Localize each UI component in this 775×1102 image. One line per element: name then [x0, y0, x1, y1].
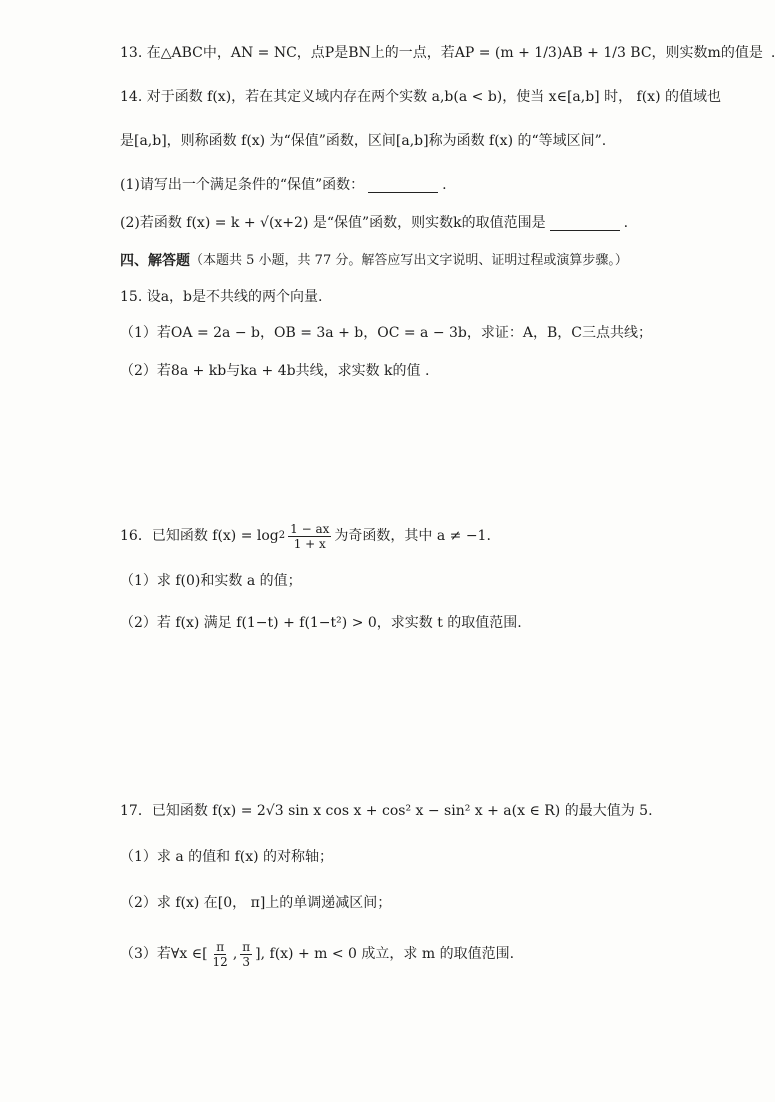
question-17-stem: [120, 800, 741, 822]
question-14-text-2: 是[a,b]，则称函数 f(x) 为“保值”函数，区间[a,b]称为函数 f(x) 的“等域区间”.: [120, 133, 607, 149]
question-15-text: 15. 设a，b是不共线的两个向量.: [120, 289, 323, 305]
question-14-part2: [120, 212, 741, 234]
question-14-part2-text: (2)若函数 f(x) = k + √(x+2) 是“保值”函数，则实数k的取值范围是: [120, 215, 546, 231]
interval-comma: ,: [232, 946, 238, 962]
question-15-part2-text: （2）若8a + kb与ka + 4b共线，求实数 k的值 .: [120, 363, 430, 379]
question-17-part2-text: （2）求 f(x) 在[0， π]上的单调递减区间；: [120, 895, 392, 911]
question-14-line1: [120, 86, 741, 108]
fraction-numerator: π: [216, 939, 225, 954]
question-17-text: 17．已知函数 f(x) = 2√3 sin x cos x + cos² x − sin² x + a(x ∈ R) 的最大值为 5.: [120, 803, 653, 819]
question-17-part3: [120, 934, 741, 974]
question-13-tail: .: [770, 45, 775, 61]
question-15-part1-text: （1）若OA = 2a − b，OB = 3a + b，OC = a − 3b，求证：A，B，C三点共线；: [120, 325, 652, 341]
question-17-part1: [120, 846, 741, 868]
section-note: （本题共 5 小题，共 77 分。解答应写出文字说明、证明过程或演算步骤。）: [190, 253, 628, 268]
section-title: 四、解答题: [120, 253, 190, 269]
question-14-part2-tail: .: [623, 215, 629, 231]
question-14-part1: [120, 174, 741, 196]
interval-end-fraction: [240, 940, 252, 969]
question-16-text-pre: 16．已知函数 f(x) = log: [120, 528, 279, 544]
question-16-part1: [120, 570, 741, 592]
log-base: 2: [278, 530, 286, 541]
question-16-fraction: [288, 522, 331, 551]
question-15-part2: [120, 360, 741, 382]
interval-start-fraction: [211, 940, 230, 969]
fraction-denominator: 12: [212, 954, 228, 969]
question-16-stem: [120, 516, 741, 556]
question-16-text-post: 为奇函数，其中 a ≠ −1.: [334, 528, 491, 544]
question-14-part1-tail: .: [442, 177, 447, 193]
fraction-denominator: 3: [242, 954, 251, 969]
question-17-part3-post: ], f(x) + m < 0 成立，求 m 的取值范围.: [255, 946, 515, 962]
question-15-stem: [120, 286, 741, 308]
fraction-denominator: 1 + x: [293, 536, 326, 551]
question-16-part1-text: （1）求 f(0)和实数 a 的值；: [120, 573, 302, 589]
question-17-part2: [120, 892, 741, 914]
answer-blank-14-1[interactable]: [368, 178, 438, 193]
section-4-heading: [120, 250, 741, 272]
question-17-part3-pre: （3）若∀x ∈[: [120, 946, 208, 962]
question-14-line2: [120, 130, 741, 152]
question-16-part2-text: （2）若 f(x) 满足 f(1−t) + f(1−t²) > 0，求实数 t 的取值范围.: [120, 615, 522, 631]
question-16-part2: [120, 612, 741, 634]
question-13-text: 13. 在△ABC中，AN = NC，点P是BN上的一点，若AP = (m + 1/3)AB + 1/3 BC，则实数m的值是: [120, 45, 763, 61]
question-15-part1: [120, 322, 741, 344]
question-14-text-1: 14. 对于函数 f(x)，若在其定义域内存在两个实数 a,b(a < b)，使当 x∈[a,b] 时， f(x) 的值域也: [120, 89, 721, 105]
question-17-part1-text: （1）求 a 的值和 f(x) 的对称轴；: [120, 849, 334, 865]
answer-blank-14-2[interactable]: [550, 216, 620, 231]
question-14-part1-text: (1)请写出一个满足条件的“保值”函数：: [120, 177, 365, 193]
fraction-numerator: 1 − ax: [290, 521, 330, 536]
fraction-numerator: π: [242, 939, 251, 954]
question-13: [120, 42, 775, 64]
